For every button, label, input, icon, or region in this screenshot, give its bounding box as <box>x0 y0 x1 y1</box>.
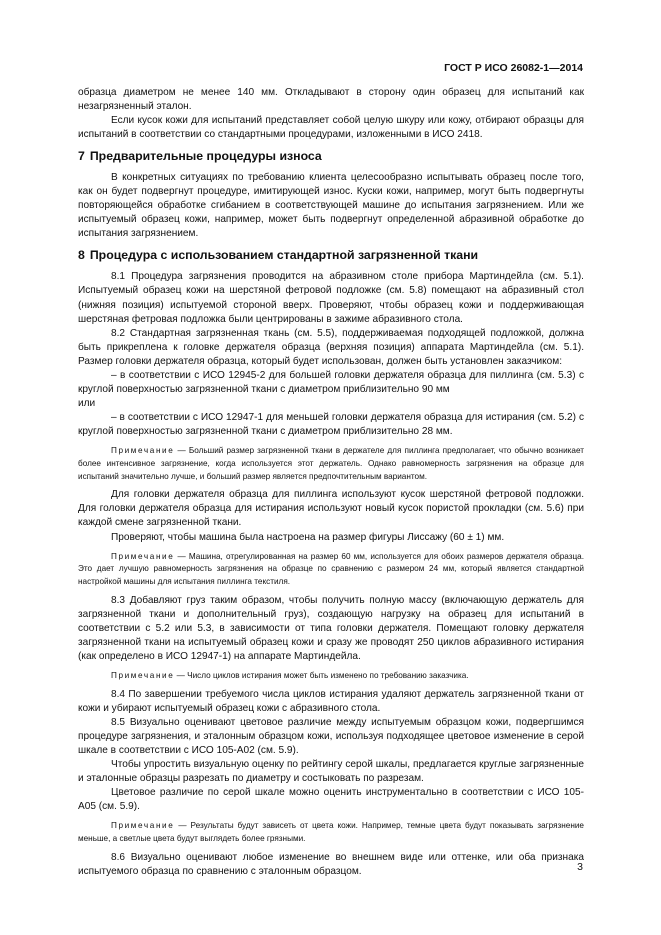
standard-code-header: ГОСТ Р ИСО 26082-1—2014 <box>444 62 583 74</box>
paragraph-simplify: Чтобы упростить визуальную оценку по рейтингу серой шкалы, предлагается круглые загрязненные и эталонные образцы разрезать по диаметру и состыковать по разрезам. <box>78 759 584 785</box>
page-number: 3 <box>577 861 583 873</box>
note-4-label: Примечание <box>111 821 175 831</box>
paragraph-8-5: 8.5 Визуально оценивают цветовое различие между испытуемым образцом кожи, подвергшимся процедуре загрязнения, и эталонным образцом кожи, используя подходящее цветовое изменение в серой шкале в соответствии с ИСО 105-А02 (см. 5.9). <box>78 717 584 757</box>
note-1 <box>78 445 584 483</box>
note-1-text: — Больший размер загрязненной ткани в держателе для пиллинга предполагает, что обычно возникает более интенсивное загрязнение, когда используется этот держатель. Однако равномерность загрязнения на образце для испытаний значительно лучше, и больший размер является предпочтительным вариантом. <box>78 445 584 481</box>
paragraph-8-1: 8.1 Процедура загрязнения проводится на абразивном столе прибора Мартиндейла (см. 5.1). Испытуемый образец кожи на шерстяной фетровой подложке (см. 5.8) помещают на абразивный стол (нижняя позиция) испытуемой стороной вверх. Проверяют, чтобы образец кожи и поддерживающая шерстяная фетровая подложка были центрированы в зажиме абразивного стола. <box>78 271 584 325</box>
paragraph-8-3: 8.3 Добавляют груз таким образом, чтобы получить полную массу (включающую держатель для загрязненной ткани и дополнительный груз), создающую нагрузку на образец для испытаний в соответствии с 5.2 или 5.3, в зависимости от типа головки держателя. Помещают головку держателя загрязненной ткани на испытуемый образец кожи и сразу же проводят 250 циклов абразивного истирания (как определено в ИСО 12947-1) на аппарате Мартиндейла. <box>78 594 584 663</box>
note-4-text: — Результаты будут зависеть от цвета кожи. Например, темные цвета будут показывать загрязнение меньше, а светлые цвета будут выглядеть более грязными. <box>78 821 584 844</box>
paragraph-8-4: 8.4 По завершении требуемого числа циклов истирания удаляют держатель загрязненной ткани от кожи и убирают испытуемый образец кожи с абразивного стола. <box>78 688 584 715</box>
dash-item-abrasion: – в соответствии с ИСО 12947-1 для меньшей головки держателя образца для истирания (см. 5.2) с круглой поверхностью загрязненной ткани с диаметром приблизительно 28 мм. <box>78 411 584 437</box>
note-3 <box>78 670 584 683</box>
section-8-heading <box>78 248 584 263</box>
paragraph-intro-1: образца диаметром не менее 140 мм. Откладывают в сторону один образец для испытаний как незагрязненный эталон. <box>78 87 584 113</box>
paragraph-instrument: Цветовое различие по серой шкале можно оценить инструментально в соответствии с ИСО 105-А05 (см. 5.9). <box>78 787 584 813</box>
note-4 <box>78 820 584 846</box>
section-7-paragraph: В конкретных ситуациях по требованию клиента целесообразно испытывать образец после того, как он будет подвергнут процедуре, имитирующей износ. Куски кожи, например, могут быть подвергнуты повторяющейся обработке сгибанием в соответствующей машине до испытания загрязнением. Или же испытуемый образец кожи, например, может быть подвергнут определенной абразивной обработке до испытания загрязнением. <box>78 172 584 240</box>
document-body <box>78 86 584 879</box>
paragraph-check: Проверяют, чтобы машина была настроена на размер фигуры Лиссажу (60 ± 1) мм. <box>111 531 505 543</box>
note-2-label: Примечание <box>111 551 175 561</box>
or-word: или <box>78 397 96 409</box>
paragraph-8-6: 8.6 Визуально оценивают любое изменение во внешнем виде или оттенке, или оба признака испытуемого образца по сравнению с эталонным образцом. <box>78 852 584 878</box>
paragraph-8-2: 8.2 Стандартная загрязненная ткань (см. 5.5), поддерживаемая подходящей подложкой, должна быть прикреплена к головке держателя образца (верхняя позиция) аппарата Мартиндейла (см. 5.1). Размер головки держателя образца, который будет использован, должен быть установлен заказчиком: <box>78 327 584 367</box>
paragraph-holder: Для головки держателя образца для пиллинга используют кусок шерстяной фетровой подложки. Для головки держателя образца для истирания используют новый кусок пористой прокладки (см. 5.6) при каждой смене загрязненной ткани. <box>78 489 584 529</box>
dash-item-pilling: – в соответствии с ИСО 12945-2 для большей головки держателя образца для пиллинга (см. 5.3) с круглой поверхностью загрязненной ткани с диаметром приблизительно 90 мм <box>78 369 584 395</box>
section-8-number: 8 <box>78 248 85 263</box>
section-7-title: Предварительные процедуры износа <box>89 149 322 164</box>
note-2 <box>78 551 584 589</box>
section-7-heading <box>78 149 584 164</box>
paragraph-intro-2: Если кусок кожи для испытаний представляет собой целую шкуру или кожу, отбирают образцы для испытаний в соответствии со стандартными процедурами, изложенными в ИСО 2418. <box>78 115 584 141</box>
note-1-label: Примечание <box>111 445 175 455</box>
note-3-text: — Число циклов истирания может быть изменено по требованию заказчика. <box>174 671 469 681</box>
note-3-label: Примечание <box>111 671 175 681</box>
section-7-number: 7 <box>78 149 85 164</box>
section-8-title: Процедура с использованием стандартной загрязненной ткани <box>89 248 479 263</box>
note-2-text: — Машина, отрегулированная на размер 60 мм, используется для обоих размеров держателя образца. Это дает лучшую равномерность загрязнения на образце по сравнению с размером 24 мм, который является стандартной настройкой машины для испытания пиллинга текстиля. <box>78 551 584 587</box>
